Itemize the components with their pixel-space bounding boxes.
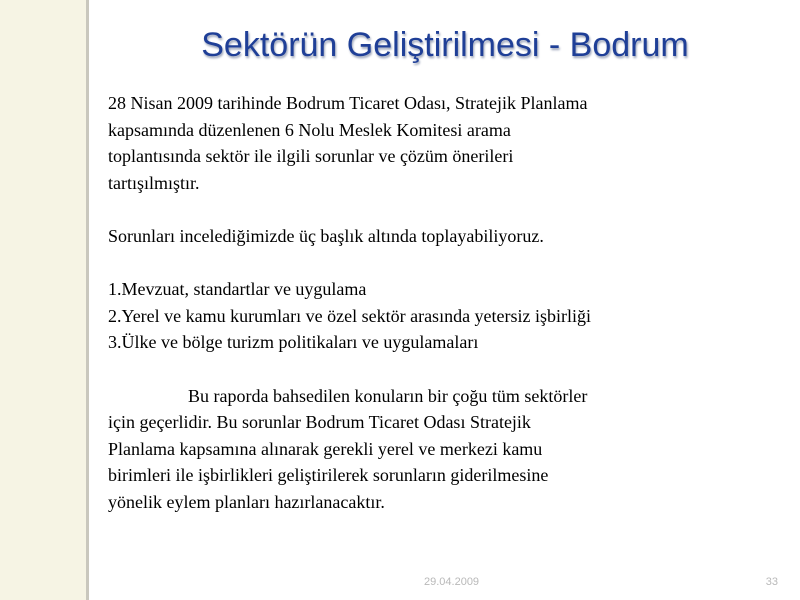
- conclusion-line: yönelik eylem planları hazırlanacaktır.: [108, 491, 385, 512]
- footer-page-number: 33: [765, 576, 778, 588]
- conclusion-line-indented: [108, 383, 788, 410]
- intro-line: kapsamında düzenlenen 6 Nolu Meslek Komitesi arama: [108, 119, 511, 140]
- summary-line: Sorunları incelediğimizde üç başlık altında toplayabiliyoruz.: [108, 225, 544, 246]
- issue-item: 2.Yerel ve kamu kurumları ve özel sektör arasında yetersiz işbirliği: [108, 305, 592, 326]
- issues-list: [108, 276, 788, 356]
- issue-item: 3.Ülke ve bölge turizm politikaları ve uygulamaları: [108, 332, 479, 353]
- conclusion-line: için geçerlidir. Bu sorunlar Bodrum Ticaret Odası Stratejik: [108, 412, 531, 433]
- conclusion-line: Planlama kapsamına alınarak gerekli yerel ve merkezi kamu: [108, 438, 543, 459]
- paragraph-gap: [108, 356, 788, 383]
- left-decorative-strip: [0, 0, 86, 600]
- intro-line: 28 Nisan 2009 tarihinde Bodrum Ticaret Odası, Stratejik Planlama: [108, 93, 588, 113]
- intro-paragraph: [108, 90, 788, 196]
- slide-title: Sektörün Geliştirilmesi - Bodrum: [201, 26, 689, 64]
- slide-body: [108, 90, 788, 516]
- conclusion-paragraph: [108, 383, 788, 516]
- paragraph-gap: [108, 196, 788, 223]
- paragraph-gap: [108, 250, 788, 277]
- conclusion-line: birimleri ile işbirlikleri geliştirilerek sorunların giderilmesine: [108, 465, 549, 486]
- intro-line: toplantısında sektör ile ilgili sorunlar ve çözüm önerileri: [108, 146, 514, 167]
- conclusion-line-text: Bu raporda bahsedilen konuların bir çoğu tüm sektörler: [188, 385, 588, 406]
- footer-date: 29.04.2009: [424, 576, 480, 588]
- issue-item: 1.Mevzuat, standartlar ve uygulama: [108, 279, 367, 300]
- left-divider-line: [86, 0, 89, 600]
- intro-line: tartışılmıştır.: [108, 172, 200, 193]
